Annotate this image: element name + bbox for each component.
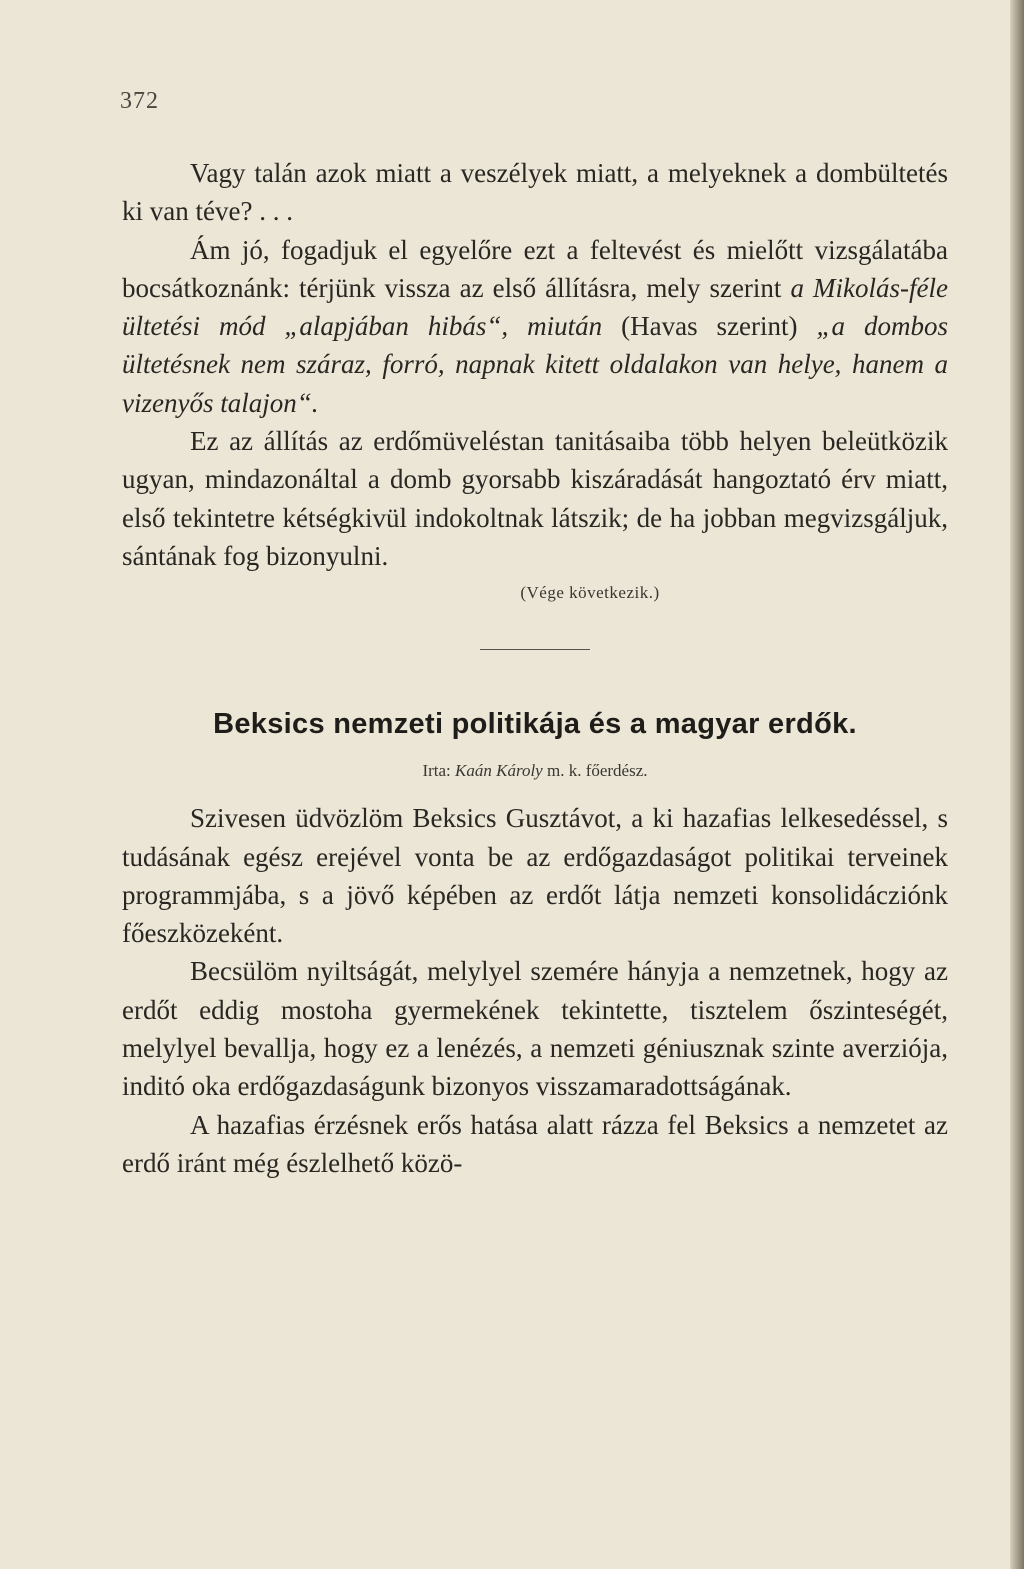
byline-author: Kaán Károly [455, 761, 543, 781]
continued-note: (Vége következik.) [520, 583, 660, 603]
text-column [122, 154, 948, 1182]
paragraph-2 [122, 231, 948, 422]
paragraph-3: Ez az állítás az erdőmüveléstan tanitásaiba több helyen beleütközik ugyan, mindazonáltal a domb gyorsabb kiszáradását hangoztató érv miatt, első tekintetre kétségkivül indokoltnak látszik; de ha jobban megvizsgáljuk, sántának fog bizonyulni. [122, 426, 948, 571]
paragraph-2-segment: „a dombos ültetésnek nem száraz, forró, napnak kitett oldalakon van helye, hanem a vizenyős talajon“. [122, 311, 948, 418]
article-paragraph-3: A hazafias érzésnek erős hatása alatt rázza fel Beksics a nemzetet az erdő iránt még észlelhető közö- [122, 1109, 948, 1178]
article-paragraph-1: Szivesen üdvözlöm Beksics Gusztávot, a ki hazafias lelkesedéssel, s tudásának egész erejével vonta be az erdőgazdaságot politikai terveinek programmjába, s a jövő képében az erdőt látja nemzeti konsolidácziónk főeszközeként. [122, 803, 948, 949]
article-title: Beksics nemzeti politikája és a magyar erdők. [213, 708, 857, 741]
byline-prefix: Irta: [422, 761, 456, 781]
paragraph-2-segment: a Mikolás-féle ültetési mód „alapjában hibás“, miután [122, 272, 949, 342]
article-paragraph-2: Becsülöm nyiltságát, melylyel szemére hányja a nemzetnek, hogy az erdőt eddig mostoha gyermekének tekintette, tisztelem őszinteségét, melylyel bevallja, hogy ez a lenézés, a nemzeti géniusznak szinte averziója, inditó oka erdőgazdaságunk bizonyos visszamaradottságának. [122, 956, 948, 1102]
paragraph-2-segment: Ám jó, fogadjuk el egyelőre ezt a feltevést és mielőtt vizsgálatába bocsátkoznánk: térjünk vissza az első állításra, mely szerint [122, 234, 948, 303]
byline [122, 761, 948, 781]
page-number: 372 [120, 88, 159, 114]
page-edge [1010, 0, 1024, 1569]
paragraph-1: Vagy talán azok miatt a veszélyek miatt, a melyeknek a dombültetés ki van téve? . . . [122, 158, 948, 227]
byline-suffix: m. k. főerdész. [542, 761, 648, 781]
paragraph-2-segment: (Havas szerint) [602, 311, 817, 342]
section-divider [480, 649, 590, 650]
